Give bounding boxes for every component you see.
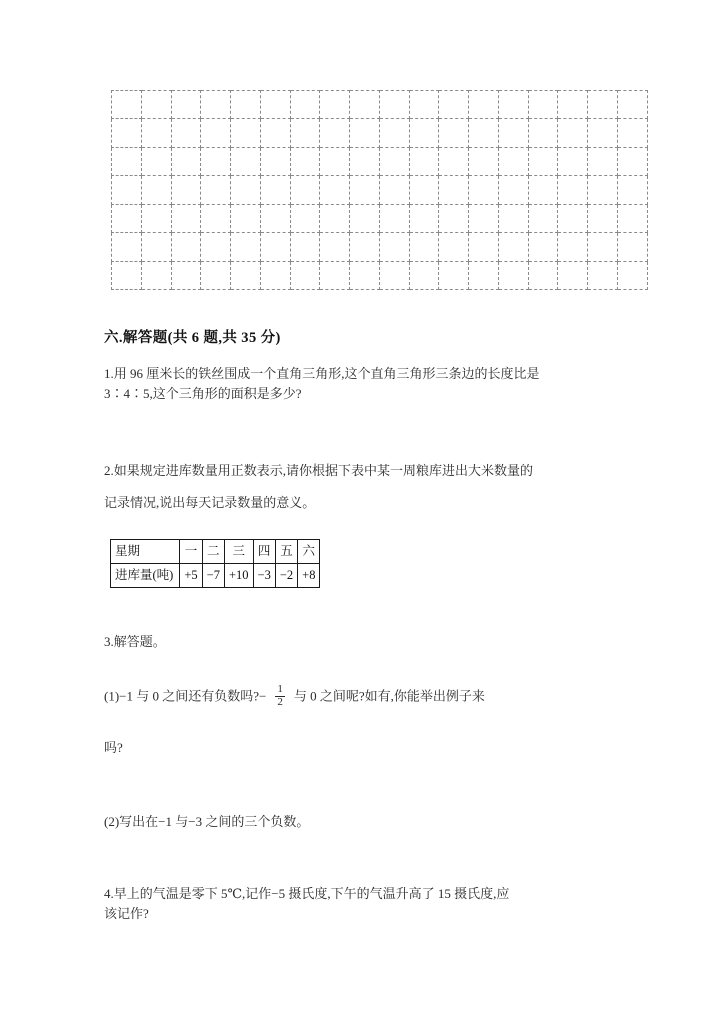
answer-grid-cell <box>171 147 201 175</box>
answer-grid-cell <box>290 119 320 147</box>
answer-grid-cell <box>558 176 588 204</box>
answer-grid-cell <box>498 176 528 204</box>
answer-grid-cell <box>112 204 142 232</box>
question-4-line-1: 4.早上的气温是零下 5℃,记作−5 摄氏度,下午的气温升高了 15 摄氏度,应 <box>104 886 510 901</box>
answer-grid-cell <box>498 147 528 175</box>
answer-grid-cell <box>528 204 558 232</box>
answer-grid-cell <box>469 204 499 232</box>
answer-grid-cell <box>201 119 231 147</box>
answer-grid-cell <box>469 233 499 261</box>
answer-grid-cell <box>231 119 261 147</box>
table-cell: −3 <box>253 563 275 587</box>
answer-grid-cell <box>469 261 499 289</box>
answer-grid-cell <box>231 91 261 119</box>
answer-grid-cell <box>409 147 439 175</box>
answer-grid-cell <box>201 261 231 289</box>
answer-grid-cell <box>171 119 201 147</box>
answer-grid-cell <box>588 91 618 119</box>
answer-grid-cell <box>350 233 380 261</box>
warehouse-data-table-wrapper <box>110 539 320 588</box>
table-cell: +10 <box>224 563 253 587</box>
answer-grid-cell <box>171 233 201 261</box>
answer-grid-cell <box>201 176 231 204</box>
answer-grid-cell <box>469 147 499 175</box>
answer-grid-cell <box>409 261 439 289</box>
answer-grid-cell <box>558 261 588 289</box>
question-3-part-2-text: (2)写出在−1 与−3 之间的三个负数。 <box>104 814 310 829</box>
answer-grid-cell <box>290 233 320 261</box>
answer-grid-cell <box>290 147 320 175</box>
answer-grid-cell <box>588 176 618 204</box>
answer-grid-cell <box>409 233 439 261</box>
table-row-header: 星期 <box>111 540 180 564</box>
answer-grid-table <box>111 90 648 290</box>
answer-grid-cell <box>379 147 409 175</box>
answer-grid <box>111 90 648 290</box>
table-cell: 六 <box>298 540 320 564</box>
answer-grid-cell <box>350 261 380 289</box>
answer-grid-cell <box>409 204 439 232</box>
question-2-line-2: 记录情况,说出每天记录数量的意义。 <box>104 494 316 510</box>
answer-grid-cell <box>588 233 618 261</box>
answer-grid-cell <box>379 119 409 147</box>
answer-grid-cell <box>320 204 350 232</box>
question-1-line-1: 1.用 96 厘米长的铁丝围成一个直角三角形,这个直角三角形三条边的长度比是 <box>104 366 540 381</box>
warehouse-data-table <box>110 539 320 588</box>
answer-grid-cell <box>469 119 499 147</box>
table-cell: 五 <box>275 540 297 564</box>
question-4 <box>104 884 628 924</box>
answer-grid-cell <box>498 204 528 232</box>
answer-grid-cell <box>112 119 142 147</box>
answer-grid-cell <box>558 147 588 175</box>
answer-grid-cell <box>260 91 290 119</box>
question-3-part-1 <box>104 685 628 710</box>
answer-grid-cell <box>528 147 558 175</box>
answer-grid-cell <box>439 233 469 261</box>
answer-grid-cell <box>558 91 588 119</box>
answer-grid-cell <box>290 204 320 232</box>
answer-grid-cell <box>141 233 171 261</box>
question-3-part-2 <box>104 812 628 832</box>
answer-grid-cell <box>320 147 350 175</box>
answer-grid-cell <box>618 91 648 119</box>
fraction-denominator: 2 <box>277 695 283 708</box>
answer-grid-cell <box>588 147 618 175</box>
answer-grid-cell <box>320 119 350 147</box>
fraction-one-half <box>275 684 285 709</box>
answer-grid-cell <box>201 147 231 175</box>
answer-grid-cell <box>618 176 648 204</box>
answer-grid-cell <box>350 176 380 204</box>
answer-grid-cell <box>379 176 409 204</box>
answer-grid-cell <box>558 204 588 232</box>
table-cell: 二 <box>202 540 224 564</box>
question-2-line-1: 2.如果规定进库数量用正数表示,请你根据下表中某一周粮库进出大米数量的 <box>104 463 534 478</box>
answer-grid-cell <box>141 261 171 289</box>
answer-grid-cell <box>379 204 409 232</box>
section-heading: 六.解答题(共 6 题,共 35 分) <box>104 330 281 346</box>
answer-grid-cell <box>260 147 290 175</box>
question-4-line-2: 该记作? <box>104 906 149 922</box>
question-3-part-1-prefix: (1)−1 与 0 之间还有负数吗?− <box>104 688 267 704</box>
answer-grid-row <box>112 176 648 204</box>
answer-grid-cell <box>498 91 528 119</box>
answer-grid-row <box>112 261 648 289</box>
answer-grid-cell <box>618 261 648 289</box>
question-3-part-1-continuation <box>104 738 628 758</box>
table-cell: −2 <box>275 563 297 587</box>
answer-grid-cell <box>498 261 528 289</box>
warehouse-data-table-body <box>111 540 320 588</box>
answer-grid-cell <box>350 91 380 119</box>
answer-grid-cell <box>231 261 261 289</box>
answer-grid-cell <box>231 147 261 175</box>
answer-grid-cell <box>618 147 648 175</box>
answer-grid-cell <box>409 91 439 119</box>
answer-grid-cell <box>171 176 201 204</box>
answer-grid-cell <box>350 147 380 175</box>
table-cell: 三 <box>224 540 253 564</box>
answer-grid-cell <box>141 147 171 175</box>
answer-grid-cell <box>528 176 558 204</box>
table-cell: +8 <box>298 563 320 587</box>
answer-grid-cell <box>588 119 618 147</box>
answer-grid-cell <box>290 91 320 119</box>
answer-grid-cell <box>112 233 142 261</box>
answer-grid-cell <box>141 204 171 232</box>
question-3-label-text: 3.解答题。 <box>104 634 166 649</box>
answer-grid-cell <box>171 204 201 232</box>
answer-grid-cell <box>498 119 528 147</box>
answer-grid-cell <box>231 233 261 261</box>
answer-grid-cell <box>618 119 648 147</box>
answer-grid-cell <box>260 176 290 204</box>
answer-grid-cell <box>350 204 380 232</box>
answer-grid-cell <box>171 261 201 289</box>
answer-grid-cell <box>528 261 558 289</box>
answer-grid-cell <box>558 233 588 261</box>
answer-grid-cell <box>528 91 558 119</box>
answer-grid-cell <box>171 91 201 119</box>
question-1 <box>104 364 628 404</box>
question-3-part-1-continuation-text: 吗? <box>104 740 123 755</box>
question-3-label <box>104 632 628 652</box>
answer-grid-cell <box>439 119 469 147</box>
answer-grid-cell <box>439 204 469 232</box>
answer-grid-cell <box>112 261 142 289</box>
answer-grid-cell <box>260 233 290 261</box>
answer-grid-cell <box>112 147 142 175</box>
answer-grid-row <box>112 91 648 119</box>
table-row <box>111 563 320 587</box>
answer-grid-cell <box>320 91 350 119</box>
table-cell: 四 <box>253 540 275 564</box>
answer-grid-cell <box>201 91 231 119</box>
answer-grid-cell <box>409 176 439 204</box>
answer-grid-cell <box>498 233 528 261</box>
answer-grid-cell <box>201 204 231 232</box>
answer-grid-body <box>112 91 648 290</box>
answer-grid-cell <box>379 233 409 261</box>
table-row-header: 进库量(吨) <box>111 563 180 587</box>
answer-grid-cell <box>588 204 618 232</box>
answer-grid-row <box>112 204 648 232</box>
answer-grid-cell <box>439 261 469 289</box>
answer-grid-cell <box>320 261 350 289</box>
answer-grid-cell <box>409 119 439 147</box>
answer-grid-cell <box>231 176 261 204</box>
answer-grid-row <box>112 233 648 261</box>
answer-grid-cell <box>112 176 142 204</box>
fraction-numerator: 1 <box>277 683 283 695</box>
answer-grid-cell <box>141 176 171 204</box>
answer-grid-cell <box>528 119 558 147</box>
answer-grid-cell <box>528 233 558 261</box>
answer-grid-cell <box>231 204 261 232</box>
answer-grid-cell <box>260 261 290 289</box>
question-3-part-1-suffix: 与 0 之间呢?如有,你能举出例子来 <box>293 688 485 704</box>
answer-grid-cell <box>260 204 290 232</box>
answer-grid-cell <box>439 91 469 119</box>
table-cell: +5 <box>180 563 202 587</box>
answer-grid-cell <box>141 91 171 119</box>
answer-grid-cell <box>439 176 469 204</box>
answer-grid-cell <box>320 176 350 204</box>
answer-grid-cell <box>469 91 499 119</box>
table-cell: 一 <box>180 540 202 564</box>
table-row <box>111 540 320 564</box>
answer-grid-cell <box>290 261 320 289</box>
answer-grid-cell <box>379 261 409 289</box>
answer-grid-cell <box>201 233 231 261</box>
answer-grid-cell <box>379 91 409 119</box>
answer-grid-cell <box>112 91 142 119</box>
answer-grid-row <box>112 147 648 175</box>
answer-grid-cell <box>350 119 380 147</box>
table-cell: −7 <box>202 563 224 587</box>
answer-grid-cell <box>260 119 290 147</box>
answer-grid-row <box>112 119 648 147</box>
answer-grid-cell <box>439 147 469 175</box>
answer-grid-cell <box>558 119 588 147</box>
answer-grid-cell <box>588 261 618 289</box>
answer-grid-cell <box>290 176 320 204</box>
question-1-line-2: 3∶4∶5,这个三角形的面积是多少? <box>104 386 302 402</box>
answer-grid-cell <box>320 233 350 261</box>
answer-grid-cell <box>469 176 499 204</box>
answer-grid-cell <box>618 204 648 232</box>
answer-grid-cell <box>141 119 171 147</box>
answer-grid-cell <box>618 233 648 261</box>
question-2 <box>104 455 628 519</box>
